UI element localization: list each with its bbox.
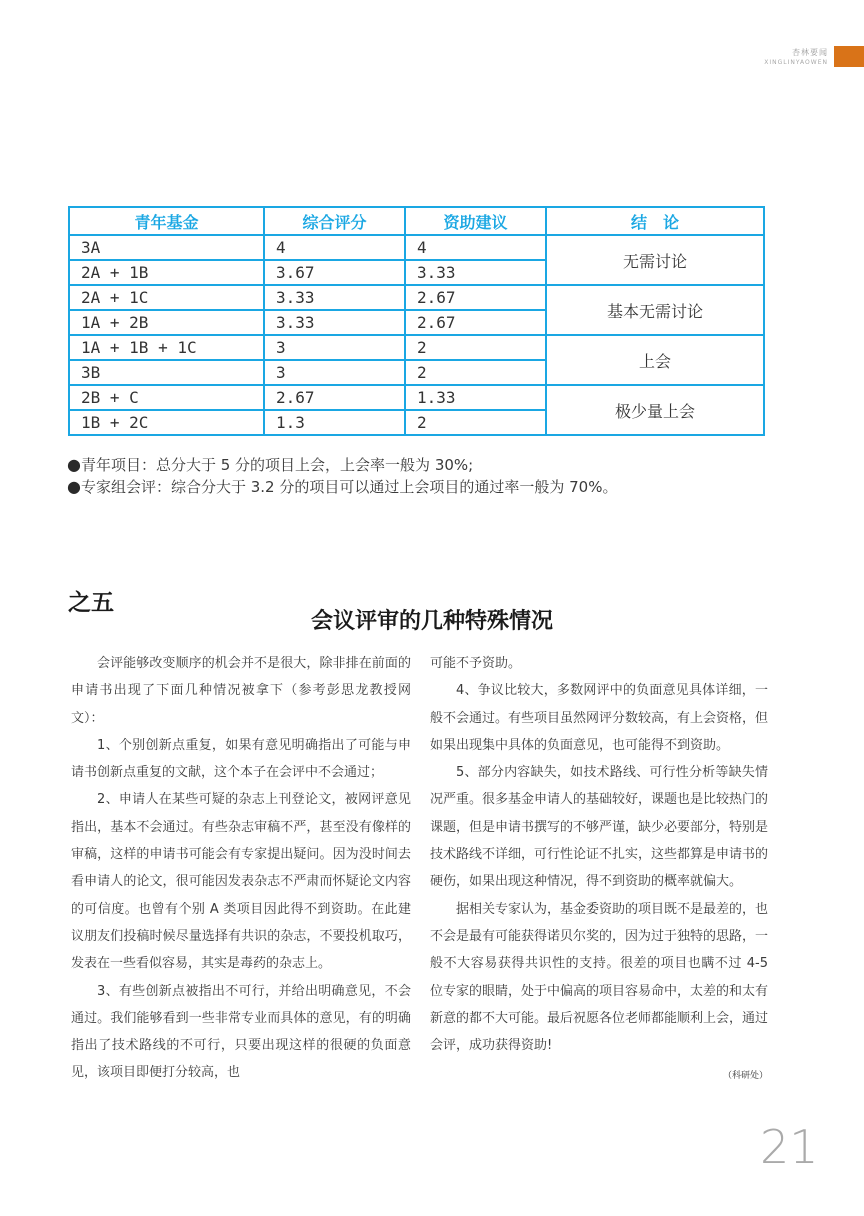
- section-title: 会议评审的几种特殊情况: [310, 608, 553, 634]
- conclusion-cell: 基本无需讨论: [546, 285, 764, 335]
- header-title-en: XINGLINYAOWEN: [764, 59, 828, 66]
- table-cell: 3A: [69, 235, 264, 260]
- table-cell: 1A + 2B: [69, 310, 264, 335]
- paragraph: 4、争议比较大，多数网评中的负面意见具体详细，一般不会通过。有些项目虽然网评分数较高，有上会资格，但如果出现集中具体的负面意见，也可能得不到资助。: [430, 683, 769, 753]
- table-cell: 3: [264, 335, 405, 360]
- table-cell: 3.33: [405, 260, 546, 285]
- table-cell: 3.67: [264, 260, 405, 285]
- bullet-list: [67, 454, 617, 498]
- table-cell: 4: [405, 235, 546, 260]
- paragraph: 据相关专家认为，基金委资助的项目既不是最差的，也不会是最有可能获得诺贝尔奖的，因为过于独特的思路，一般不大容易获得共识性的支持。很差的项目也瞒不过 4-5 位专家的眼睛，处于中偏高的项目容易命中，太差的和太有新意的都不大可能。最后祝愿各位老师都能顺利上会，通过会评，成功获得资助!: [430, 901, 769, 1054]
- table-cell: 1.3: [264, 410, 405, 435]
- bullet-text: 专家组会评：综合分大于 3.2 分的项目可以通过上会项目的通过率一般为 70%。: [80, 478, 618, 496]
- table-cell: 1.33: [405, 385, 546, 410]
- table-cell: 2: [405, 360, 546, 385]
- table-cell: 1B + 2C: [69, 410, 264, 435]
- paragraph-continuation: 可能不予资助。: [430, 656, 522, 671]
- table-cell: 3: [264, 360, 405, 385]
- header-accent-bar: [834, 46, 864, 67]
- bullet-item: [67, 476, 617, 498]
- table-cell: 2.67: [264, 385, 405, 410]
- table-header-cell: 结 论: [546, 207, 764, 235]
- table-cell: 3B: [69, 360, 264, 385]
- signature: （科研处）: [722, 1071, 768, 1082]
- table-cell: 2: [405, 410, 546, 435]
- table-row: [69, 385, 764, 410]
- conclusion-cell: 无需讨论: [546, 235, 764, 285]
- bullet-item: [67, 454, 617, 476]
- paragraph: 2、申请人在某些可疑的杂志上刊登论文，被网评意见指出，基本不会通过。有些杂志审稿不严，甚至没有像样的审稿，这样的申请书可能会有专家提出疑问。因为没时间去看申请人的论文，很可能因发表杂志不严肃而怀疑论文内容的可信度。也曾有个别 A 类项目因此得不到资助。在此建议朋友们投稿时候尽量选择有共识的杂志，不要投机取巧，发表在一些看似容易，其实是毒药的杂志上。: [71, 792, 411, 972]
- header-title-cn: 杏林要闻: [792, 48, 828, 57]
- table-cell: 2A + 1B: [69, 260, 264, 285]
- table-header-cell: 青年基金: [69, 207, 264, 235]
- conclusion-cell: 极少量上会: [546, 385, 764, 435]
- table-header-cell: 综合评分: [264, 207, 405, 235]
- page-number: 21: [760, 1120, 819, 1174]
- table-row: [69, 335, 764, 360]
- table-row: [69, 235, 764, 260]
- table-cell: 4: [264, 235, 405, 260]
- table-cell: 2: [405, 335, 546, 360]
- table-cell: 1A + 1B + 1C: [69, 335, 264, 360]
- table-cell: 3.33: [264, 285, 405, 310]
- article-column-left: [71, 650, 411, 1087]
- conclusion-cell: 上会: [546, 335, 764, 385]
- table-cell: 2A + 1C: [69, 285, 264, 310]
- bullet-text: 青年项目：总分大于 5 分的项目上会，上会率一般为 30%;: [80, 456, 474, 474]
- paragraph: 1、个别创新点重复，如果有意见明确指出了可能与申请书创新点重复的文献，这个本子在会评中不会通过；: [71, 737, 411, 781]
- table-header-cell: 资助建议: [405, 207, 546, 235]
- paragraph: 5、部分内容缺失，如技术路线、可行性分析等缺失情况严重。很多基金申请人的基础较好，课题也是比较热门的课题，但是申请书撰写的不够严谨，缺少必要部分，特别是技术路线不详细，可行性论证不扎实，这些都算是申请书的硬伤，如果出现这种情况，得不到资助的概率就偏大。: [430, 765, 769, 890]
- table-cell: 2B + C: [69, 385, 264, 410]
- section-number: 之五: [68, 589, 114, 616]
- paragraph: 会评能够改变顺序的机会并不是很大，除非排在前面的申请书出现了下面几种情况被拿下（参考彭思龙教授网文）：: [71, 656, 411, 726]
- bullet-dot-icon: ●: [67, 477, 81, 496]
- paragraph: 3、有些创新点被指出不可行，并给出明确意见，不会通过。我们能够看到一些非常专业而具体的意见，有的明确指出了技术路线的不可行，只要出现这样的很硬的负面意见，该项目即便打分较高，也: [71, 983, 411, 1081]
- article-column-right: [430, 650, 768, 1091]
- score-table: [68, 206, 765, 436]
- table-header-row: [69, 207, 764, 235]
- table-row: [69, 285, 764, 310]
- table-cell: 2.67: [405, 285, 546, 310]
- bullet-dot-icon: ●: [67, 455, 81, 474]
- table-cell: 2.67: [405, 310, 546, 335]
- table-cell: 3.33: [264, 310, 405, 335]
